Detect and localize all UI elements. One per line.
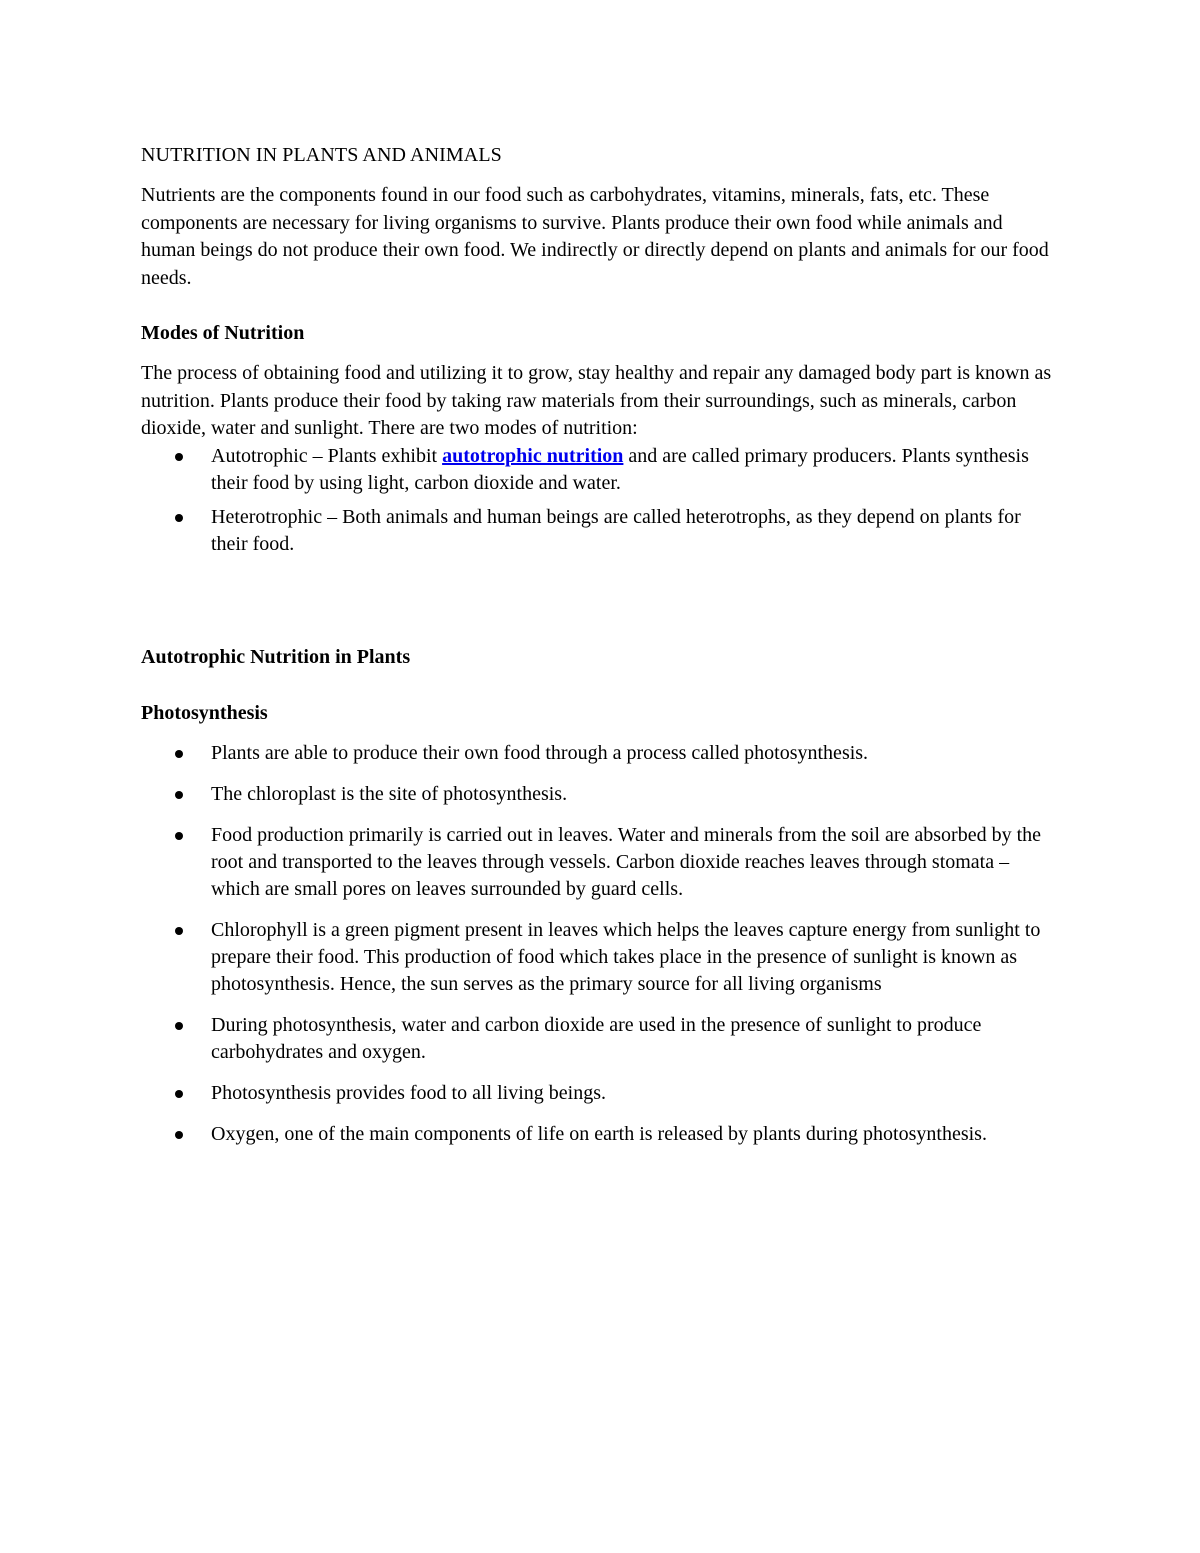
list-item [141, 822, 1061, 903]
bullet-icon [175, 514, 183, 522]
list-item [141, 1012, 1061, 1066]
photosynthesis-heading: Photosynthesis [141, 701, 268, 724]
list-item-autotrophic [141, 443, 1061, 497]
document-page [141, 141, 1061, 1162]
list-item [141, 740, 1061, 767]
bullet-icon [175, 927, 183, 935]
document-title: NUTRITION IN PLANTS AND ANIMALS [141, 144, 502, 166]
bullet-icon [175, 750, 183, 758]
bullet-icon [175, 832, 183, 840]
autotrophic-prefix: Autotrophic – Plants exhibit [211, 444, 443, 467]
autotrophic-nutrition-link[interactable]: autotrophic nutrition [442, 444, 624, 467]
list-item [141, 781, 1061, 808]
list-item-text: The chloroplast is the site of photosynthesis. [211, 782, 568, 805]
list-item [141, 917, 1061, 998]
autotrophic-suffix: and are called primary producers. Plants synthesis their food by using light, carbon dioxide and water. [211, 444, 1029, 494]
list-item-text: Chlorophyll is a green pigment present in leaves which helps the leaves capture energy from sunlight to prepare their food. This production of food which takes place in the presence of sunlight is known as photosynthesis. Hence, the sun serves as the primary source for all living organisms [211, 918, 1041, 995]
list-item-text: Photosynthesis provides food to all living beings. [211, 1081, 606, 1104]
modes-of-nutrition-heading: Modes of Nutrition [141, 322, 305, 344]
modes-list [141, 443, 1061, 558]
list-item-heterotrophic [141, 504, 1061, 558]
list-item-text: Food production primarily is carried out in leaves. Water and minerals from the soil are absorbed by the root and transported to the leaves through vessels. Carbon dioxide reaches leaves through stomata – which are small pores on leaves surrounded by guard cells. [211, 823, 1042, 900]
list-item-text: During photosynthesis, water and carbon dioxide are used in the presence of sunlight to produce carbohydrates and oxygen. [211, 1013, 982, 1063]
photosynthesis-list [141, 740, 1061, 1148]
modes-of-nutrition-paragraph: The process of obtaining food and utilizing it to grow, stay healthy and repair any damaged body part is known as nutrition. Plants produce their food by taking raw materials from their surroundings, such as minerals, carbon dioxide, water and sunlight. There are two modes of nutrition: [141, 362, 1052, 439]
list-item-text: Oxygen, one of the main components of life on earth is released by plants during photosynthesis. [211, 1122, 987, 1145]
bullet-icon [175, 1090, 183, 1098]
bullet-icon [175, 1131, 183, 1139]
autotrophic-nutrition-heading: Autotrophic Nutrition in Plants [141, 645, 411, 668]
intro-paragraph: Nutrients are the components found in our food such as carbohydrates, vitamins, minerals, fats, etc. These components are necessary for living organisms to survive. Plants produce their own food while animals and human beings do not produce their own food. We indirectly or directly depend on plants and animals for our food needs. [141, 184, 1049, 289]
bullet-icon [175, 791, 183, 799]
bullet-icon [175, 1022, 183, 1030]
heterotrophic-text: Heterotrophic – Both animals and human beings are called heterotrophs, as they depend on plants for their food. [211, 505, 1021, 555]
bullet-icon [175, 453, 183, 461]
list-item [141, 1121, 1061, 1148]
list-item-text: Plants are able to produce their own food through a process called photosynthesis. [211, 741, 869, 764]
list-item [141, 1080, 1061, 1107]
